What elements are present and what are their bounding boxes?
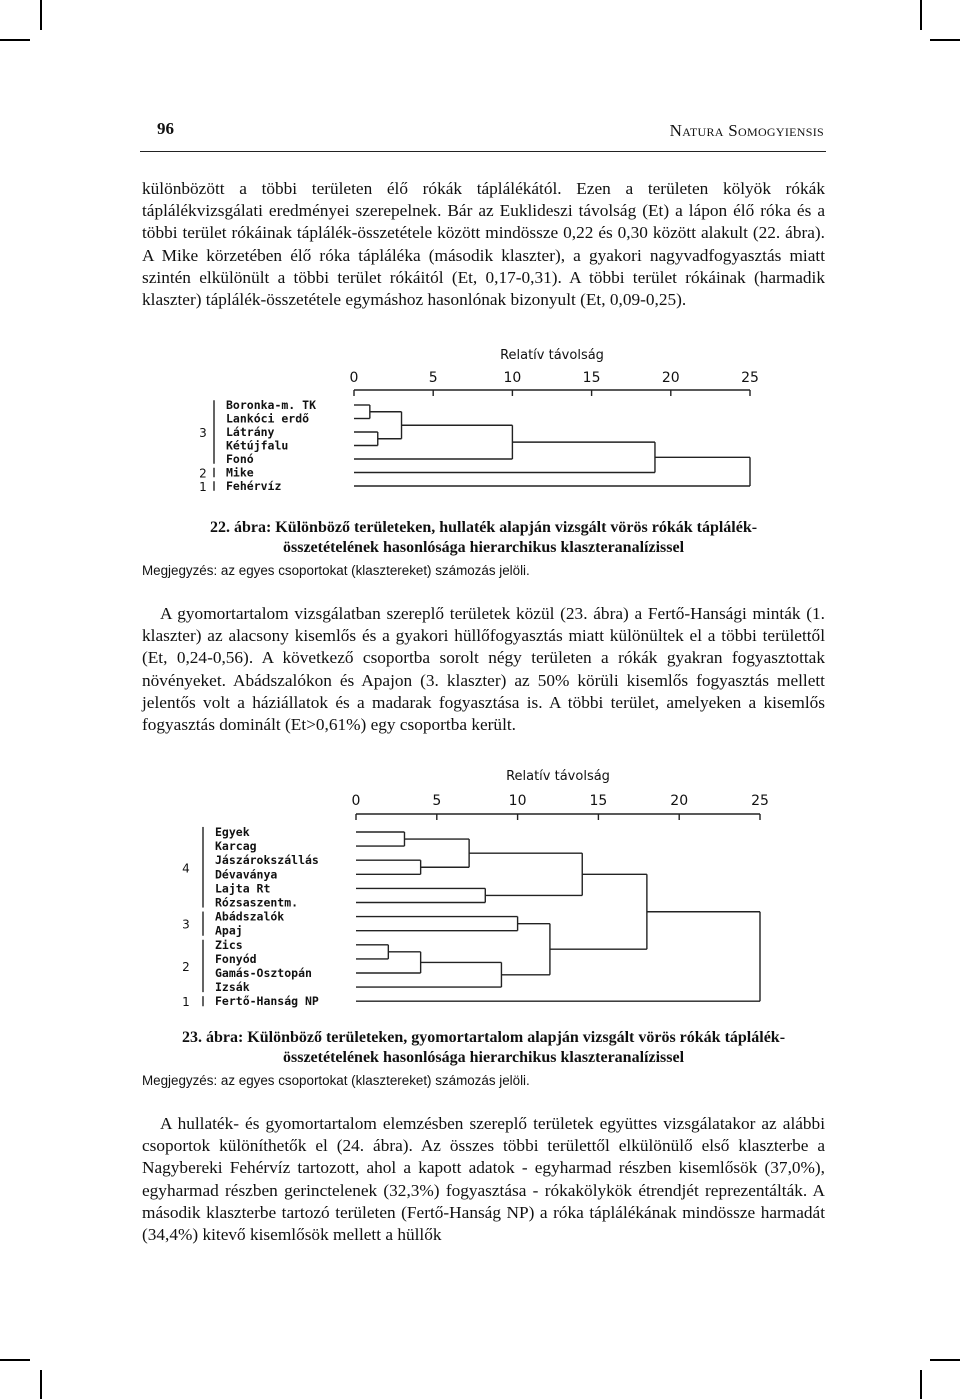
figure-23-caption-line-1: 23. ábra: Különböző területeken, gyomortartalom alapján vizsgált vörös rókák táplálék- [181,1029,786,1046]
figure-22-caption-line-2: összetételének hasonlósága hierarchikus klaszteranalízissel [282,539,685,556]
figure-23-note: Megjegyzés: az egyes csoportokat (klasztereket) számozás jelöli. [142,1073,530,1088]
paragraph-2-text: A gyomortartalom vizsgálatban szereplő területek közül (23. ábra) a Fertő-Hansági minták (1. klaszter) az alacsony kisemlős és a gyakori hüllőfogyasztás miatt különültek el a többi területtől (Et, 0,24-0,56). A következő csoportba sorolt négy területen a rókák gyakran fogyasztottak növényeket. Abádszalókon és Apajon (3. klaszter) az 50% körüli kisemlős fogyasztás mellett jelentős volt a háziállatok és a madarak fogyasztása is. A többi terület, amelyeken a kisemlős fogyasztás dominált (Et>0,61%) egy csoportba került. [142,604,825,735]
leaf-label: Lankóci erdő [226,411,310,426]
leaf-label: Izsák [215,980,250,995]
axis-tick-label: 15 [589,793,608,809]
page-number: 96 [157,119,174,138]
journal-title: Natura Somogyiensis [669,121,824,140]
paragraph-3-text: A hullaték- és gyomortartalom elemzésben szereplő területek együttes vizsgálatakor az alábbi csoportok különíthetők el (24. ábra). Az összes többi területtől elkülönülő első klaszterbe a Nagybereki Fehérvíz tartozott, ahol a kapott adatok - egyharmad részben kisemlősök (37,0%), egyharmad részben gerinctelenek (32,3%) fogyasztása - rókakölykök étrendjét reprezentálták. A második klaszterbe tartozó területen (Fertő-Hanság NP) a róka táplálékának mindössze harmadát (34,4%) kitevő kisemlősök mellett a hüllők [142,1114,825,1245]
leaf-label: Zics [215,937,243,952]
leaf-label: Apaj [215,923,243,938]
cluster-number: 3 [182,917,190,932]
leaf-label: Kétújfalu [226,438,289,453]
figure-22-caption-line-1: 22. ábra: Különböző területeken, hullaték alapján vizsgált vörös rókák táplálék- [209,519,758,536]
leaf-label: Fonyód [215,951,257,966]
cluster-number: 2 [199,466,207,481]
axis-title: Relatív távolság [506,769,610,784]
leaf-label: Boronka-m. TK [226,398,317,412]
figure-22-note: Megjegyzés: az egyes csoportokat (klasztereket) számozás jelöli. [142,563,530,578]
leaf-label: Mike [226,465,254,480]
cluster-number: 2 [182,959,190,974]
axis-tick-label: 20 [670,793,689,809]
leaf-label: Látrány [226,425,275,439]
leaf-label: Karcag [215,839,257,854]
axis-tick-label: 20 [661,370,680,386]
leaf-label: Jászárokszállás [215,853,319,868]
leaf-label: Fertő-Hanság NP [215,994,319,1009]
leaf-label: Dévaványa [215,867,278,882]
axis-tick-label: 5 [428,370,438,386]
axis-tick-label: 0 [351,793,361,809]
paragraph-1-text: különbözött a többi területen élő rókák táplálékától. Ezen a területen kölyök rókák táplálékvizsgálati eredményei szerepelnek. Bár az Euklideszi távolság (Et) a lápon élő róka és a többi terület rókáinak táplálék-összetétele között mindössze 0,22 és 0,30 között alakult (22. ábra). A Mike körzetében élő róka tápláléka (második klaszter), a gyakori nagyvadfogyasztás miatt szintén elkülönült a többi terület rókáitól (Et, 0,17-0,31). A többi terület rókáinak (harmadik klaszter) táplálék-összetétele egymáshoz hasonlónak bizonyult (Et, 0,09-0,25). [142,179,825,310]
cluster-number: 4 [182,861,190,876]
cluster-number: 3 [199,426,207,440]
cluster-number: 1 [182,995,190,1010]
cluster-number: 1 [199,480,207,494]
axis-tick-label: 25 [741,370,759,386]
leaf-label: Abádszalók [215,909,285,924]
axis-tick-label: 15 [582,370,601,386]
axis-tick-label: 10 [503,370,522,386]
axis-tick-label: 10 [508,793,527,809]
leaf-label: Fehérvíz [226,479,282,493]
leaf-label: Fonó [226,452,254,466]
axis-tick-label: 0 [349,370,359,386]
leaf-label: Rózsaszentm. [215,895,299,910]
leaf-label: Egyek [215,825,250,839]
leaf-label: Gamás-Osztopán [215,966,312,980]
axis-tick-label: 5 [432,793,442,809]
axis-title: Relatív távolság [500,348,604,363]
figure-23-caption-line-2: összetételének hasonlósága hierarchikus klaszteranalízissel [282,1049,685,1066]
paragraph-3 [142,1113,825,1246]
leaf-label: Lajta Rt [215,881,271,896]
figure-23-caption [142,1028,825,1091]
axis-tick-label: 25 [751,793,769,809]
